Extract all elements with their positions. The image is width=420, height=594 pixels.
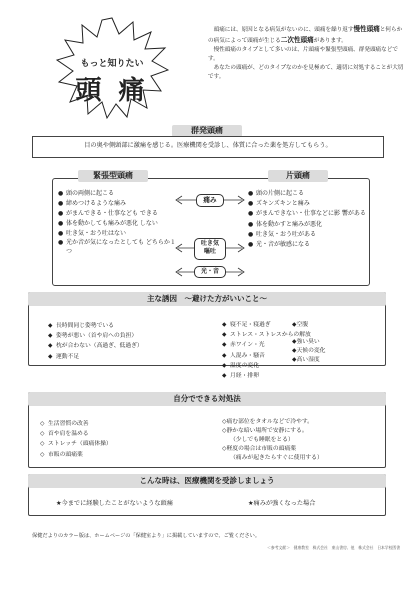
list-item: ◆ 温度の変化 <box>222 362 259 369</box>
list-item: ● 光・音が敏感になる <box>248 240 311 248</box>
list-item: ◆ 人混み・騒音 <box>222 352 265 359</box>
list-item: ● がまんできる・仕事なども できる <box>58 209 158 217</box>
list-item: ● 体を動かしても痛みが悪化 しない <box>58 219 158 227</box>
list-item: ◇ 生活習慣の改善 <box>40 421 89 427</box>
list-item: ● 光か音が気になったとしても どちらか１つ <box>58 239 176 255</box>
list-item: ◆ ストレス・ストレスからの解放 <box>222 332 311 339</box>
triggers-title: 主な誘因 ～避けた方がいいこと～ <box>28 292 386 306</box>
list-item: ◇軽度の場合は市販の頭痛薬 <box>222 445 297 452</box>
selfcare-title: 自分でできる対処法 <box>28 392 386 406</box>
list-item: ● 締めつけるような痛み <box>58 199 127 207</box>
compare-light: 光・音 <box>194 266 226 278</box>
list-item: ◇静かな暗い場所で安静にする。 <box>222 427 308 434</box>
footer-ref: ＜参考文献＞ 健康教室 株式会社 東山書房、他 株式会社 日本学校図書 <box>267 545 400 550</box>
list-item: ◆ 赤ワイン・光 <box>222 342 265 349</box>
footer-note: 保健だよりのカラー版は、ホームページの「保健室より」に掲載していますので、ご覧ください。 <box>32 533 261 539</box>
list-item: ● ズキンズキンと痛み <box>248 200 310 208</box>
selfcare-right <box>222 418 382 463</box>
tension-list <box>58 190 176 258</box>
list-item: ● 吐き気・おう吐がある <box>248 230 317 238</box>
list-item: ◆天候の変化 <box>292 348 326 355</box>
list-item: ◆ 運動不足 <box>48 353 80 360</box>
list-item: ◇ 首や肩を温める <box>40 431 89 438</box>
list-item: ◆空腹 <box>292 322 309 328</box>
triggers-right2 <box>292 321 342 364</box>
migraine-title: 片頭痛 <box>268 170 328 182</box>
list-item: ◆ 月経・排卵 <box>222 372 259 379</box>
list-item: ◆ 寝不足・寝過ぎ <box>222 322 271 328</box>
list-item: ● 頭の片側に起こる <box>248 190 305 197</box>
compare-nausea: 吐き気 嘔吐 <box>194 238 226 260</box>
triggers-left <box>48 322 188 363</box>
list-item: ● 体を動かすと痛みが悪化 <box>248 220 323 228</box>
header-subtitle: もっと知りたい <box>80 59 144 69</box>
list-item: ◇ ストレッチ（頭痛体操） <box>40 441 112 448</box>
cluster-title: 群発頭痛 <box>172 125 242 137</box>
compare-pain: 痛み <box>196 194 224 207</box>
list-item: ◆ 長時間同じ姿勢でいる <box>48 323 114 329</box>
intro-text: 頭痛には、原因となる病気がないのに、頭痛を繰り返す慢性頭痛と何らかの病気によって頭痛が生じる二次性頭痛があります。 慢性頭痛のタイプとして多いのは、片頭痛や緊張型頭痛、群発頭痛などです。 あなたの頭痛が、どのタイプなのかを見極めて、適切に対処することが大切です。 <box>208 25 404 81</box>
list-item: ◇ 市販の頭痛薬 <box>40 451 83 458</box>
cluster-desc: 目の奥や側頭部に激痛を感じる。医療機関を受診し、体質に合った薬を処方してもらう。 <box>84 142 332 149</box>
list-item: ◆強い臭い <box>292 339 320 346</box>
list-item: （少しでも睡眠をとる） <box>230 436 294 443</box>
migraine-list <box>248 190 366 251</box>
consult-title: こんな時は、医療機関を受診しましょう <box>28 474 386 488</box>
list-item: ◇痛む部位をタオルなどで冷やす。 <box>222 419 313 425</box>
list-item: （痛みが起きたらすぐに使用する） <box>230 454 323 461</box>
list-item: ● がまんできない・仕事などに影 響がある <box>248 210 366 218</box>
consult-b: ★痛みが強くなった場合 <box>248 500 316 507</box>
header-title: 頭 痛 <box>75 76 149 106</box>
list-item: ● 吐き気・おう吐はない <box>58 229 127 237</box>
list-item: ◆ 姿勢が悪い（首や肩への負担） <box>48 333 138 340</box>
list-item: ◆高い湿度 <box>292 356 320 363</box>
tension-title: 緊張型頭痛 <box>78 170 148 182</box>
list-item: ● 頭の両側に起こる <box>58 190 115 197</box>
selfcare-left <box>40 420 150 461</box>
consult-a: ★今までに経験したことがないような頭痛 <box>56 500 173 507</box>
list-item: ◆ 枕が合わない（高過ぎ、低過ぎ） <box>48 343 143 350</box>
